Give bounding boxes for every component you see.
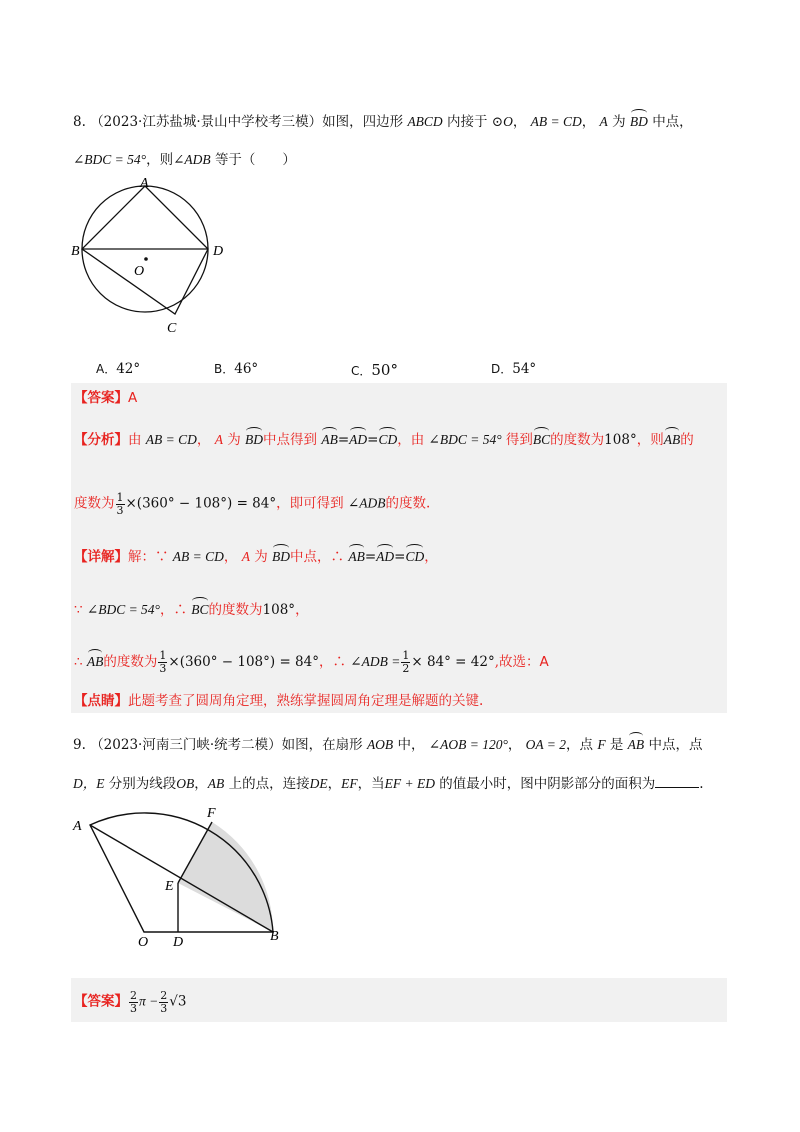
label-a: A <box>73 819 82 834</box>
option-c[interactable]: C．50° <box>351 361 398 379</box>
q8-detail-line-2: ∵ ∠BDC = 54°，∴ BC的度数为108°， <box>74 596 309 618</box>
arc-bd: BD <box>630 108 648 130</box>
label-a: A <box>140 176 149 191</box>
q9-source: （2023·河南三门峡·统考二模） <box>90 737 282 753</box>
q8-answer: 【答案】A <box>74 390 138 406</box>
q9-line-1: 9. （2023·河南三门峡·统考二模）如图，在扇形 AOB 中， ∠AOB = 120°， OA = 2，点 F 是 AB 中点，点 <box>73 731 702 753</box>
option-b[interactable]: B．46° <box>214 361 259 377</box>
q9-line-2: D，E 分别为线段OB，AB 上的点，连接DE，EF，当EF + ED 的值最小时，图中阴影部分的面积为 . <box>73 776 704 792</box>
q8-circle-figure <box>70 175 230 337</box>
q8-comment: 【点睛】此题考查了圆周角定理，熟练掌握圆周角定理是解题的关键. <box>74 693 484 709</box>
label-b: B <box>270 929 279 944</box>
label-e: E <box>165 879 174 894</box>
q8-number: 8. <box>73 114 86 130</box>
q8-detail-line-1: 【详解】解：∵ AB = CD， A 为 BD中点，∴ AB=AD=CD， <box>74 543 438 565</box>
label-f: F <box>207 806 216 821</box>
q8-analysis-line-1: 【分析】由 AB = CD， A 为 BD中点得到 AB=AD=CD，由 ∠BDC = 54° 得到BC的度数为108°，则AB的 <box>74 426 694 448</box>
q8-line-1: 8. （2023·江苏盐城·景山中学校考三模）如图，四边形 ABCD 内接于 ⊙O， AB = CD， A 为 BD 中点， <box>73 108 693 130</box>
q8-source: （2023·江苏盐城·景山中学校考三模） <box>90 114 323 130</box>
option-a[interactable]: A．42° <box>96 361 141 377</box>
answer-blank[interactable] <box>655 787 699 788</box>
center-dot <box>144 257 148 261</box>
option-d[interactable]: D．54° <box>491 361 537 377</box>
label-o: O <box>134 264 145 279</box>
q9-sector-figure <box>70 800 300 950</box>
q8-line-2: ∠BDC = 54°，则∠ADB 等于（ ） <box>73 152 296 168</box>
shaded-region <box>178 822 273 932</box>
label-o: O <box>138 935 149 950</box>
q9-number: 9. <box>73 737 86 753</box>
label-c: C <box>167 321 177 336</box>
label-d: D <box>173 935 184 950</box>
q8-detail-line-3: ∴ AB的度数为 $\frac{1}{3}$ ×(360° − 108°) = 84°，∴ ∠ADB = $\frac{1}{2}$ × 84° = 42°,故选：A <box>74 649 549 675</box>
label-d: D <box>213 244 224 259</box>
label-b: B <box>71 244 80 259</box>
q9-answer: 【答案】 $\frac{2}{3}$ π − $\frac{2}{3}$ √3 <box>74 989 187 1015</box>
q8-analysis-line-2: 度数为 $\frac{1}{3}$ ×(360° − 108°) = 84°，即可得到 ∠ADB的度数. <box>74 491 431 517</box>
